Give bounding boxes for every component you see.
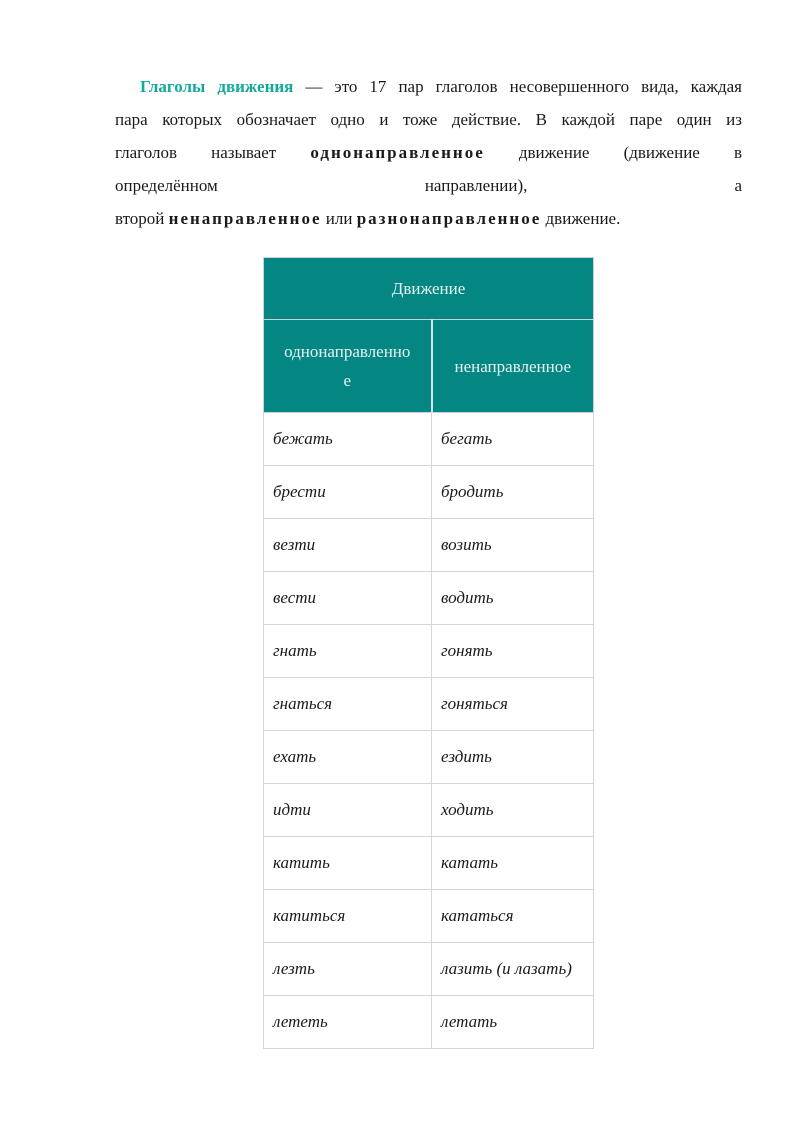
unidirectional-verb-cell: брести [264, 466, 432, 519]
unidirectional-verb-cell: лететь [264, 996, 432, 1049]
unidirectional-verb-cell: катить [264, 837, 432, 890]
unidirectional-verb-cell: бежать [264, 413, 432, 466]
bold-term-nondirectional: ненаправленное [168, 209, 322, 228]
nondirectional-verb-cell: гоняться [432, 678, 594, 731]
intro-line-2: пара которых обозначает одно и тоже действие. В каждой паре один из [115, 110, 742, 129]
table-body [264, 413, 594, 1049]
bold-term-multidirectional: разнонаправленное [356, 209, 542, 228]
nondirectional-verb-cell: лазить (и лазать) [432, 943, 594, 996]
unidirectional-verb-cell: идти [264, 784, 432, 837]
intro-line-5 [115, 202, 742, 235]
nondirectional-verb-cell: кататься [432, 890, 594, 943]
table-row [264, 519, 594, 572]
column-header-nondirectional: ненаправленное [432, 320, 594, 413]
nondirectional-verb-cell: бегать [432, 413, 594, 466]
table-row [264, 731, 594, 784]
column-header-unidirectional [264, 320, 432, 413]
table-row [264, 943, 594, 996]
unidirectional-verb-cell: катиться [264, 890, 432, 943]
table-row [264, 996, 594, 1049]
table-row [264, 625, 594, 678]
intro-word: или [321, 209, 357, 228]
intro-word [211, 143, 589, 162]
term-highlight: Глаголы движения [140, 77, 294, 96]
intro-word-pre: называет [211, 143, 311, 162]
unidirectional-verb-cell: везти [264, 519, 432, 572]
unidirectional-verb-cell: лезть [264, 943, 432, 996]
intro-line-4 [115, 169, 742, 202]
table-row [264, 837, 594, 890]
verbs-of-motion-table [263, 257, 594, 1049]
table-row [264, 678, 594, 731]
nondirectional-verb-cell: бродить [432, 466, 594, 519]
table-row [264, 890, 594, 943]
table-header-motion: Движение [264, 258, 594, 320]
table-row [264, 466, 594, 519]
intro-word: направлении), [424, 176, 528, 195]
nondirectional-verb-cell: ездить [432, 731, 594, 784]
intro-word: (движение [623, 143, 700, 162]
bold-term-unidirectional: однонаправленное [310, 143, 485, 162]
unidirectional-verb-cell: вести [264, 572, 432, 625]
intro-word: второй [115, 209, 169, 228]
nondirectional-verb-cell: возить [432, 519, 594, 572]
unidirectional-verb-cell: гнать [264, 625, 432, 678]
intro-word: глаголов [115, 143, 177, 162]
table-row [264, 572, 594, 625]
intro-line-3 [115, 136, 742, 169]
column-header-unidirectional-label: однонаправленно е [284, 342, 411, 390]
unidirectional-verb-cell: ехать [264, 731, 432, 784]
intro-word-post: движение [484, 143, 590, 162]
intro-word: в [733, 143, 742, 162]
nondirectional-verb-cell: гонять [432, 625, 594, 678]
unidirectional-verb-cell: гнаться [264, 678, 432, 731]
table-row [264, 413, 594, 466]
nondirectional-verb-cell: водить [432, 572, 594, 625]
table-row [264, 784, 594, 837]
intro-word: определённом [115, 176, 218, 195]
intro-word: а [734, 176, 742, 195]
intro-paragraph [115, 70, 742, 235]
nondirectional-verb-cell: катать [432, 837, 594, 890]
nondirectional-verb-cell: ходить [432, 784, 594, 837]
intro-word: движение. [541, 209, 621, 228]
nondirectional-verb-cell: летать [432, 996, 594, 1049]
intro-line-1 [115, 70, 742, 103]
intro-text: — это 17 пар глаголов несовершенного вида, каждая [293, 77, 742, 96]
